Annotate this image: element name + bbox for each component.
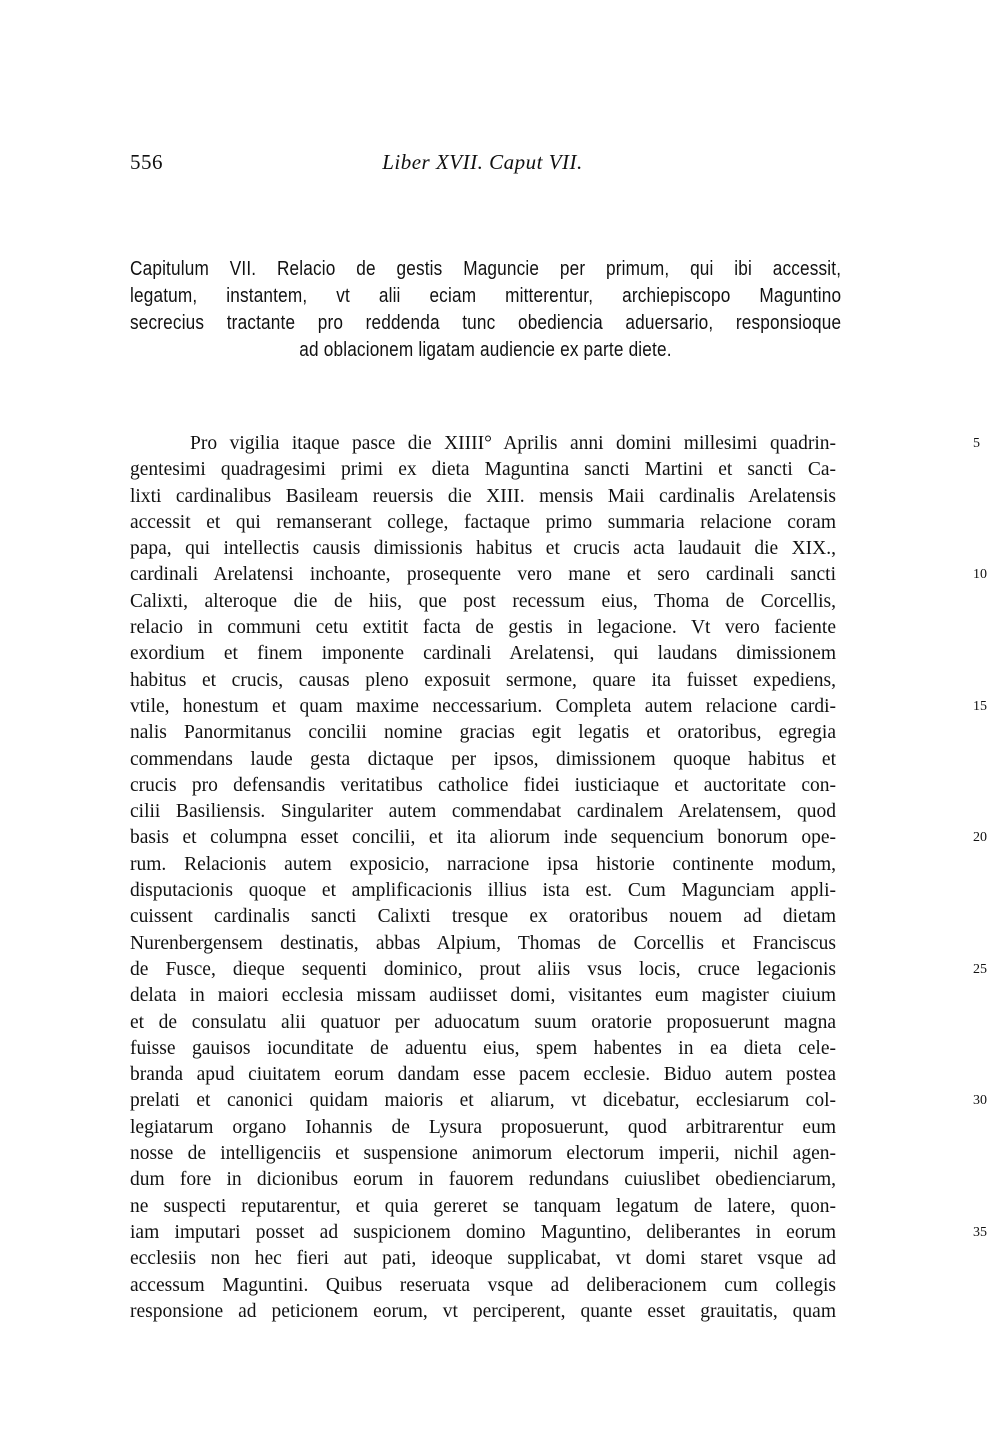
text-line: lixti cardinalibus Basileam reuersis die XIII. mensis Maii cardinalis Arelatensis [130, 485, 836, 507]
text-line: et de consulatu alii quatuor per aduocatum suum oratorie proposuerunt magna [130, 1011, 836, 1033]
text-line: iam imputari posset ad suspicionem domino Maguntino, deliberantes in eorum 35 [130, 1220, 836, 1246]
text-line: fuisse gauisos iocunditate de aduentu eius, spem habentes in ea dieta cele- [130, 1037, 836, 1059]
text-line: relacio in communi cetu extitit facta de gestis in legacione. Vt vero faciente [130, 617, 836, 639]
line-number: 20 [973, 830, 987, 846]
text-line: cilii Basiliensis. Singulariter autem commendabat cardinalem Arelatensem, quod [130, 801, 836, 823]
page-number: 556 [130, 150, 163, 174]
text-line: habitus et crucis, causas pleno exposuit sermone, quare ita fuisset expediens, [130, 669, 836, 691]
line-number: 15 [973, 698, 987, 714]
text-line: ne suspecti reputarentur, et quia gereret se tanquam legatum de latere, quon- [130, 1195, 836, 1217]
text-line: crucis pro defensandis veritatibus catholice fidei iusticiaque et auctoritate con- [130, 774, 836, 796]
text-line: disputacionis quoque et amplificacionis illius ista est. Cum Magunciam appli- [130, 880, 836, 902]
text-line: dum fore in dicionibus eorum in fauorem redundans cuiuslibet obedienciarum, [130, 1169, 836, 1191]
text-line: branda apud ciuitatem eorum dandam esse pacem ecclesie. Biduo autem postea [130, 1064, 836, 1086]
text-line: Pro vigilia itaque pasce die XIIII° Aprilis anni domini millesimi quadrin- 5 [130, 431, 836, 457]
text-line: cuissent cardinalis sancti Calixti tresque ex oratoribus nouem ad dietam [130, 906, 836, 928]
text-line: vtile, honestum et quam maxime neccessarium. Completa autem relacione cardi- 15 [130, 694, 836, 720]
line-number: 35 [973, 1224, 987, 1240]
body-text [130, 431, 987, 1325]
text-line: accessit et qui remanserant college, factaque primo summaria relacione coram [130, 511, 836, 533]
text-line: de Fusce, dieque sequenti dominico, prout aliis vsus locis, cruce legacionis 25 [130, 957, 836, 983]
text-line: nosse de intelligenciis et suspensione animorum electorum imperii, nichil agen- [130, 1143, 836, 1165]
running-title: Liber XVII. Caput VII. [382, 150, 583, 174]
running-head [130, 150, 835, 176]
text-line: responsione ad peticionem eorum, vt perciperent, quante esset grauitatis, quam [130, 1300, 836, 1322]
line-number: 30 [973, 1093, 987, 1109]
text-line: exordium et finem imponente cardinali Arelatensi, qui laudans dimissionem [130, 643, 836, 665]
text-line: prelati et canonici quidam maioris et aliarum, vt dicebatur, ecclesiarum col- 30 [130, 1088, 836, 1114]
text-line: delata in maiori ecclesia missam audiisset domi, visitantes eum magister ciuium [130, 985, 836, 1007]
text-line: Nurenbergensem destinatis, abbas Alpium, Thomas de Corcellis et Franciscus [130, 932, 836, 954]
heading-line: Capitulum VII. Relacio de gestis Maguncie per primum, qui ibi accessit, [130, 258, 842, 280]
heading-line: legatum, instantem, vt alii eciam mitterentur, archiepiscopo Maguntino [130, 285, 842, 307]
text-line: papa, qui intellectis causis dimissionis habitus et crucis acta laudauit die XIX., [130, 538, 836, 560]
text-line: cardinali Arelatensi inchoante, prosequente vero mane et sero cardinali sancti 10 [130, 562, 836, 588]
text-line: commendans laude gesta dictaque per ipsos, dimissionem quoque habitus et [130, 748, 836, 770]
heading-line: ad oblacionem ligatam audiencie ex parte diete. [299, 339, 672, 361]
chapter-heading [130, 256, 841, 364]
line-number: 10 [973, 567, 987, 583]
text-line: ecclesiis non hec fieri aut pati, ideoque supplicabat, vt domi staret vsque ad [130, 1248, 836, 1270]
line-number: 25 [973, 961, 987, 977]
text-line: Calixti, alteroque die de hiis, que post recessum eius, Thoma de Corcellis, [130, 590, 836, 612]
text-line: rum. Relacionis autem exposicio, narracione ipsa historie continente modum, [130, 853, 836, 875]
text-line: legiatarum organo Iohannis de Lysura proposuerunt, quod arbitrarentur eum [130, 1116, 836, 1138]
text-line: gentesimi quadragesimi primi ex dieta Maguntina sancti Martini et sancti Ca- [130, 459, 836, 481]
line-number: 5 [973, 436, 980, 451]
text-line: basis et columpna esset concilii, et ita aliorum inde sequencium bonorum ope- 20 [130, 825, 836, 851]
text-line: accessum Maguntini. Quibus reseruata vsque ad deliberacionem cum collegis [130, 1274, 836, 1296]
heading-line: secrecius tractante pro reddenda tunc obediencia aduersario, responsioque [130, 312, 842, 334]
text-line: nalis Panormitanus concilii nomine gracias egit legatis et oratoribus, egregia [130, 722, 836, 744]
